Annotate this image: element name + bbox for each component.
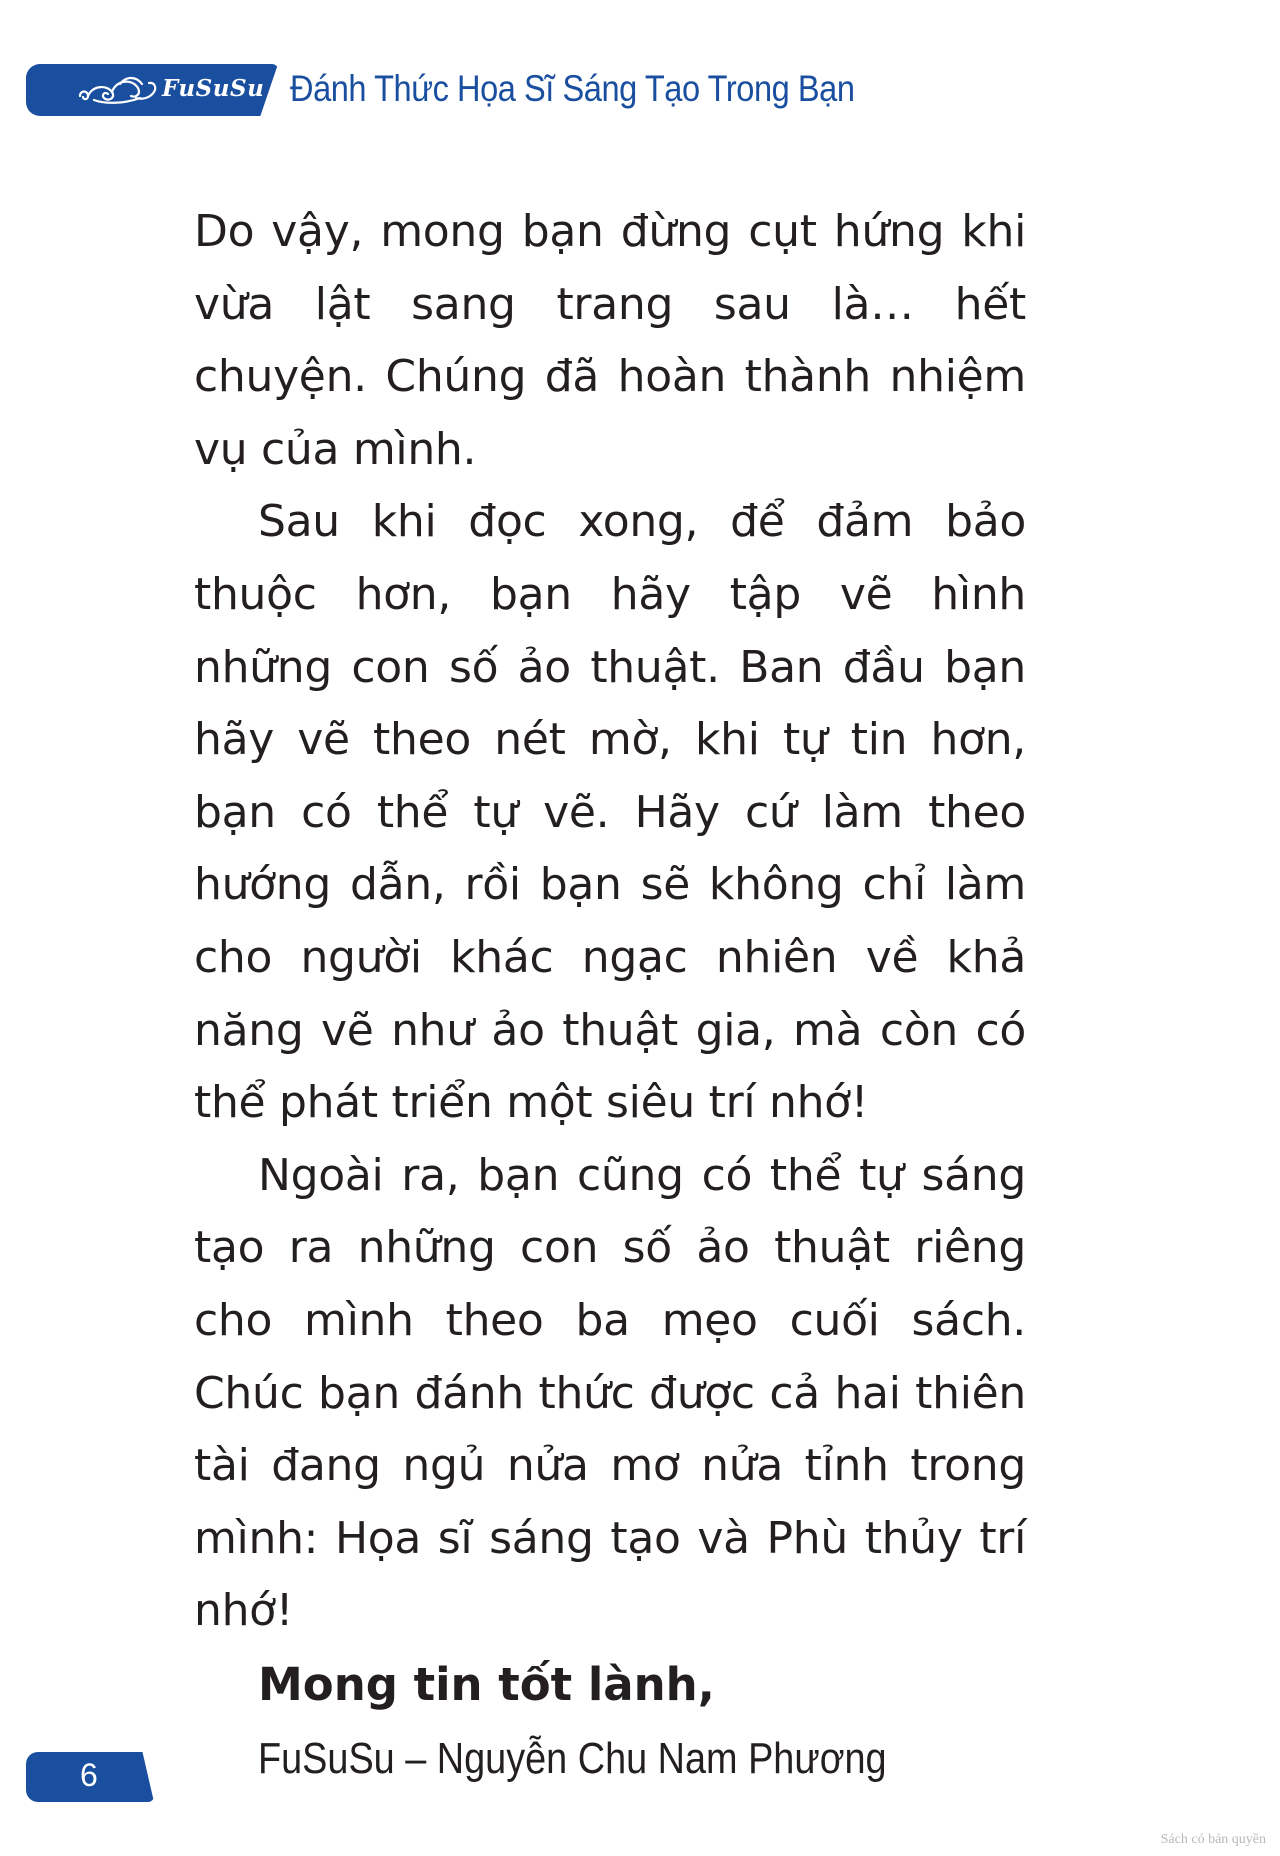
page-body [194, 196, 1026, 1796]
paragraph: Ngoài ra, bạn cũng có thể tự sáng tạo ra những con số ảo thuật riêng cho mình theo ba mẹo cuối sách. Chúc bạn đánh thức được cả hai thiên tài đang ngủ nửa mơ nửa tỉnh trong mình: Họa sĩ sáng tạo và Phù thủy trí nhớ! [194, 1149, 1026, 1637]
watermark: Sách có bản quyền [1160, 1832, 1266, 1847]
paragraph: Do vậy, mong bạn đừng cụt hứng khi vừa lật sang trang sau là… hết chuyện. Chúng đã hoàn thành nhiệm vụ của mình. [194, 206, 1026, 475]
brand-logo: FuSuSu [162, 75, 265, 102]
paragraph: Sau khi đọc xong, để đảm bảo thuộc hơn, bạn hãy tập vẽ hình những con số ảo thuật. Ban đầu bạn hãy vẽ theo nét mờ, khi tự tin hơn, bạn có thể tự vẽ. Hãy cứ làm theo hướng dẫn, rồi bạn sẽ không chỉ làm cho người khác ngạc nhiên về khả năng vẽ như ảo thuật gia, mà còn có thể phát triển một siêu trí nhớ! [194, 496, 1026, 1129]
book-title: Đánh Thức Họa Sĩ Sáng Tạo Trong Bạn [290, 68, 855, 109]
page-number: 6 [80, 1757, 98, 1793]
logo-swirl-icon [74, 70, 164, 110]
closing-line: Mong tin tốt lành, [258, 1657, 715, 1711]
signature: FuSuSu – Nguyễn Chu Nam Phương [258, 1733, 887, 1783]
